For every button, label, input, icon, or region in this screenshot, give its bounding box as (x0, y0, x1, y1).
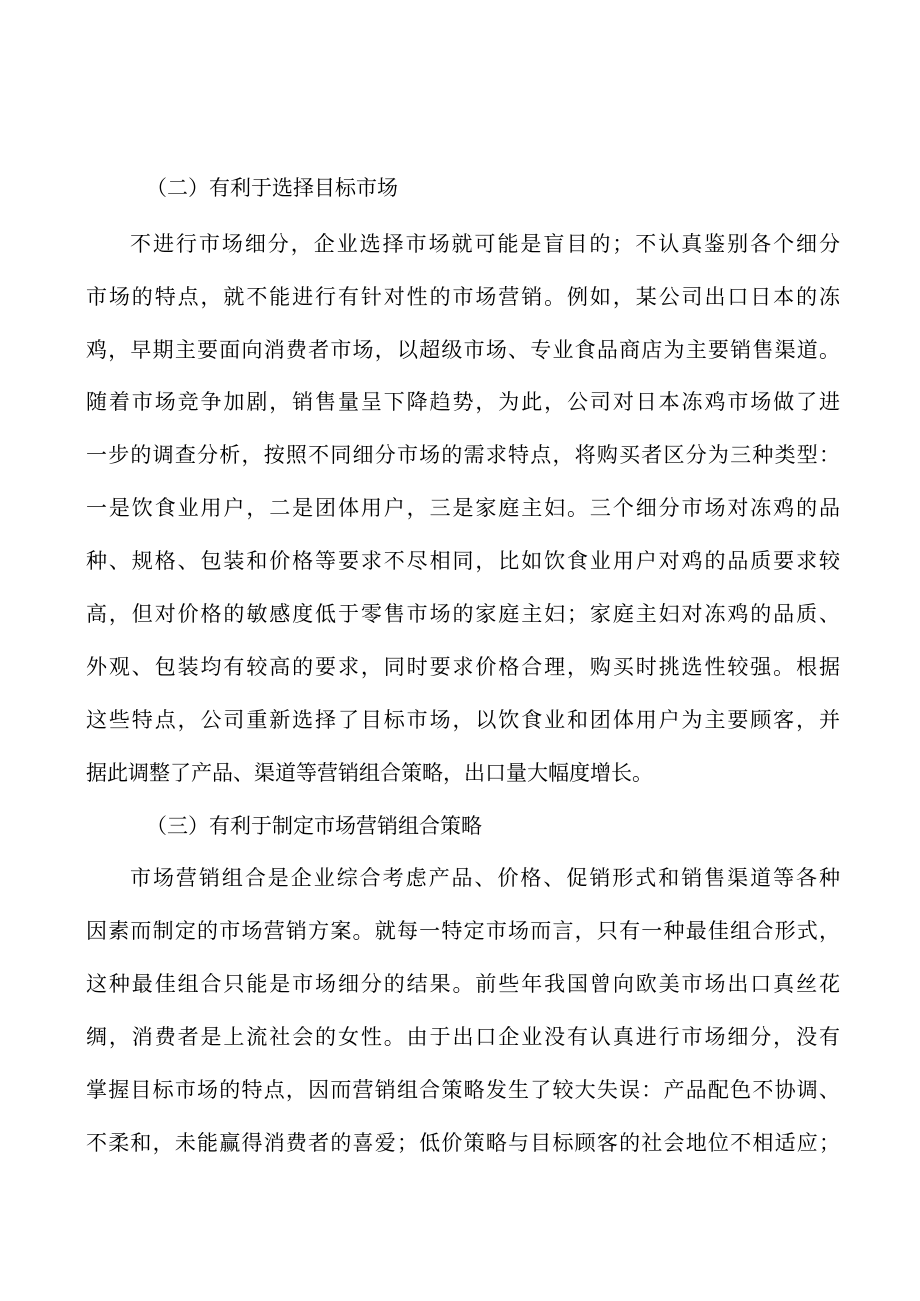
paragraph-line: 绸，消费者是上流社会的女性。由于出口企业没有认真进行市场细分，没有 (86, 1025, 842, 1049)
paragraph-line: 随着市场竞争加剧，销售量呈下降趋势，为此，公司对日本冻鸡市场做了进 (86, 390, 842, 414)
paragraph-line: 高，但对价格的敏感度低于零售市场的家庭主妇；家庭主妇对冻鸡的品质、 (86, 602, 842, 626)
paragraph-line: 市场营销组合是企业综合考虑产品、价格、促销形式和销售渠道等各种 (130, 866, 842, 890)
paragraph-line: 一是饮食业用户，二是团体用户，三是家庭主妇。三个细分市场对冻鸡的品 (86, 496, 842, 520)
paragraph-line: 因素而制定的市场营销方案。就每一特定市场而言，只有一种最佳组合形式， (86, 919, 842, 943)
paragraph-line: 不柔和，未能赢得消费者的喜爱；低价策略与目标顾客的社会地位不相适应； (86, 1131, 842, 1155)
paragraph-line: 一步的调查分析，按照不同细分市场的需求特点，将购买者区分为三种类型： (86, 443, 842, 467)
section-heading: （二）有利于选择目标市场 (146, 176, 398, 200)
paragraph-line: 这些特点，公司重新选择了目标市场，以饮食业和团体用户为主要顾客，并 (86, 708, 842, 732)
paragraph-line: 市场的特点，就不能进行有针对性的市场营销。例如，某公司出口日本的冻 (86, 285, 842, 309)
paragraph-line: 这种最佳组合只能是市场细分的结果。前些年我国曾向欧美市场出口真丝花 (86, 972, 842, 996)
paragraph-line: 不进行市场细分，企业选择市场就可能是盲目的；不认真鉴别各个细分 (130, 232, 842, 256)
paragraph-line: 鸡，早期主要面向消费者市场，以超级市场、专业食品商店为主要销售渠道。 (86, 338, 842, 362)
paragraph-line: 种、规格、包装和价格等要求不尽相同，比如饮食业用户对鸡的品质要求较 (86, 549, 842, 573)
paragraph-line: 据此调整了产品、渠道等营销组合策略，出口量大幅度增长。 (86, 761, 653, 785)
paragraph-line: 掌握目标市场的特点，因而营销组合策略发生了较大失误：产品配色不协调、 (86, 1078, 842, 1102)
section-heading: （三）有利于制定市场营销组合策略 (146, 814, 482, 838)
paragraph-line: 外观、包装均有较高的要求，同时要求价格合理，购买时挑选性较强。根据 (86, 655, 842, 679)
